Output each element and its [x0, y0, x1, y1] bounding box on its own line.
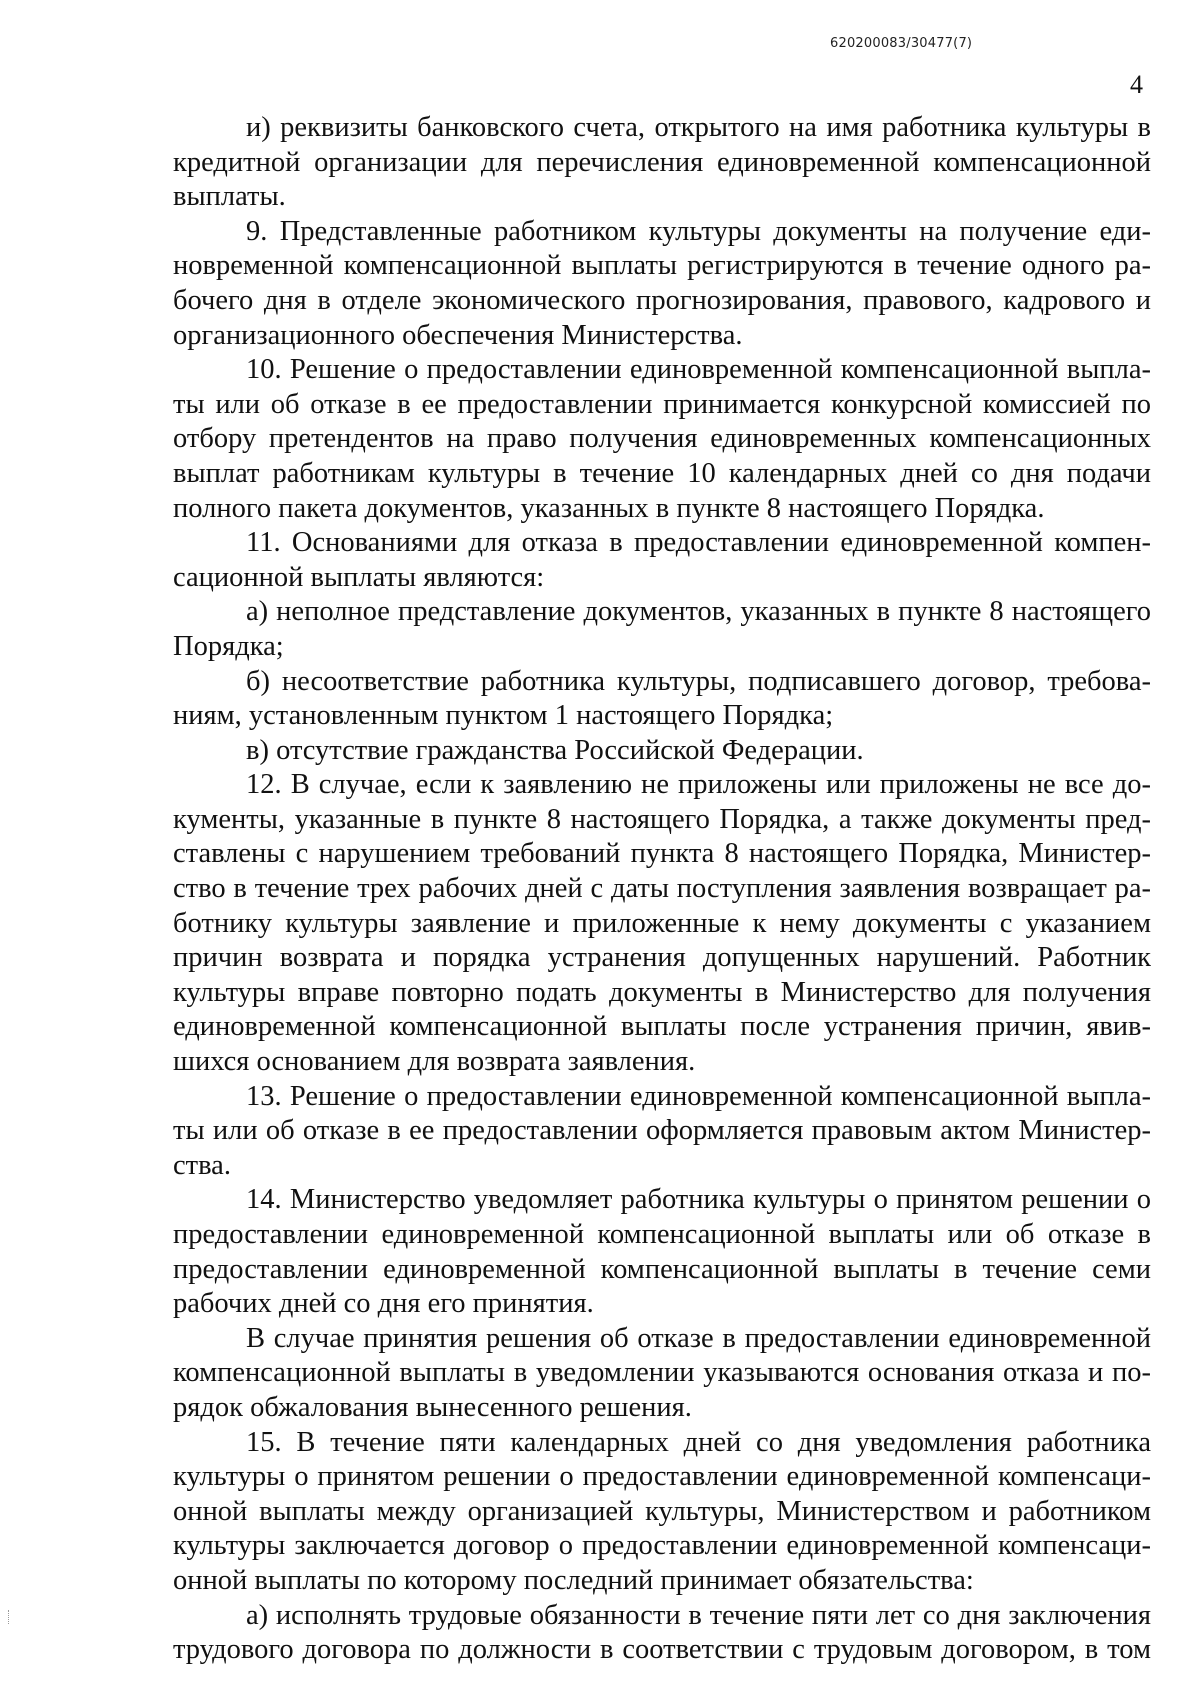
text-line: трудового договора по должности в соответствии с трудовым договором, в том — [173, 1634, 1151, 1666]
text-line: новременной компенсационной выплаты регистрируются в течение одного ра- — [173, 250, 1151, 282]
text-line: предоставлении единовременной компенсационной выплаты в течение семи — [173, 1253, 1151, 1285]
text-line: организационного обеспечения Министерства. — [173, 319, 743, 351]
text-line: культуры о принятом решении о предоставлении единовременной компенсаци- — [173, 1461, 1151, 1493]
document-body — [173, 111, 1151, 1668]
text-line: 14. Министерство уведомляет работника культуры о принятом решении о — [246, 1184, 1151, 1216]
text-line: ты или об отказе в ее предоставлении оформляется правовым актом Министер- — [173, 1115, 1151, 1147]
text-line: ства. — [173, 1149, 231, 1181]
text-line: рабочих дней со дня его принятия. — [173, 1288, 594, 1320]
text-line: бочего дня в отделе экономического прогнозирования, правового, кадрового и — [173, 284, 1151, 316]
text-line: причин возврата и порядка устранения допущенных нарушений. Работник — [173, 942, 1151, 974]
text-line: 12. В случае, если к заявлению не приложены или приложены не все до- — [246, 769, 1151, 801]
text-line: полного пакета документов, указанных в пункте 8 настоящего Порядка. — [173, 492, 1045, 524]
text-line: а) неполное представление документов, указанных в пункте 8 настоящего — [246, 596, 1151, 628]
text-line: онной выплаты между организацией культуры, Министерством и работником — [173, 1495, 1151, 1527]
text-line: отбору претендентов на право получения единовременных компенсационных — [173, 423, 1151, 455]
text-line: кументы, указанные в пункте 8 настоящего Порядка, а также документы пред- — [173, 803, 1151, 835]
text-line: и) реквизиты банковского счета, открытого на имя работника культуры в — [246, 112, 1151, 143]
text-line: 13. Решение о предоставлении единовременной компенсационной выпла- — [246, 1080, 1151, 1112]
text-line: В случае принятия решения об отказе в предоставлении единовременной — [246, 1322, 1151, 1354]
text-line: культуры вправе повторно подать документы в Министерство для получения — [173, 976, 1151, 1008]
text-line: ство в течение трех рабочих дней с даты поступления заявления возвращает ра- — [173, 873, 1151, 905]
text-line: онной выплаты по которому последний принимает обязательства: — [173, 1564, 974, 1596]
text-line: единовременной компенсационной выплаты после устранения причин, явив- — [173, 1011, 1151, 1043]
text-line: кредитной организации для перечисления единовременной компенсационной — [173, 146, 1151, 178]
document-id: 620200083/30477(7) — [830, 36, 973, 51]
text-line: выплаты. — [173, 181, 286, 213]
text-line: ботнику культуры заявление и приложенные к нему документы с указанием — [173, 907, 1151, 939]
scan-artifact — [8, 1610, 11, 1624]
text-line: 15. В течение пяти календарных дней со дня уведомления работника — [246, 1426, 1151, 1458]
text-line: выплат работникам культуры в течение 10 календарных дней со дня подачи — [173, 457, 1151, 489]
text-line: 11. Основаниями для отказа в предоставлении единовременной компен- — [246, 527, 1151, 559]
text-line: 9. Представленные работником культуры документы на получение еди- — [246, 215, 1151, 247]
text-line: Порядка; — [173, 630, 284, 662]
text-line: б) несоответствие работника культуры, подписавшего договор, требова- — [246, 665, 1151, 697]
text-line: 10. Решение о предоставлении единовременной компенсационной выпла- — [246, 354, 1151, 386]
text-line: культуры заключается договор о предоставлении единовременной компенсаци- — [173, 1530, 1151, 1562]
text-line: рядок обжалования вынесенного решения. — [173, 1391, 692, 1423]
text-line: ниям, установленным пунктом 1 настоящего Порядка; — [173, 700, 834, 732]
text-line: а) исполнять трудовые обязанности в течение пяти лет со дня заключения — [246, 1599, 1151, 1631]
text-line: компенсационной выплаты в уведомлении указываются основания отказа и по- — [173, 1357, 1151, 1389]
text-line: в) отсутствие гражданства Российской Федерации. — [246, 734, 864, 766]
text-line: ты или об отказе в ее предоставлении принимается конкурсной комиссией по — [173, 388, 1151, 420]
text-line: сационной выплаты являются: — [173, 561, 545, 593]
page-number: 4 — [1130, 70, 1143, 99]
text-line: предоставлении единовременной компенсационной выплаты или об отказе в — [173, 1219, 1151, 1250]
text-line: шихся основанием для возврата заявления. — [173, 1046, 696, 1078]
text-line: ставлены с нарушением требований пункта 8 настоящего Порядка, Министер- — [173, 838, 1151, 870]
